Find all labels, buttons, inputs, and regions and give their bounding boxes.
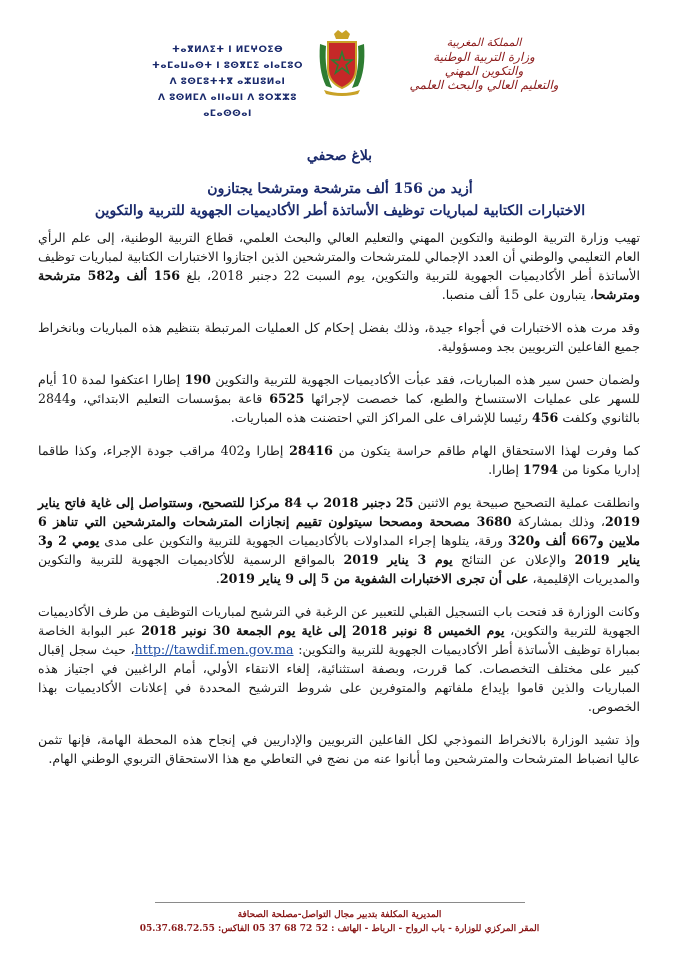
footer bbox=[0, 908, 679, 936]
p5-bold-1: 25 دجنبر 2018 ب 84 مركزا للتصحيح، وستتواصل إلى غاية فاتح يناير 2019 bbox=[38, 495, 640, 529]
p5-text-k: . bbox=[215, 571, 220, 586]
tifinagh-line-1: ⵜⴰⴳⵍⴷⵉⵜ ⵏ ⵍⵎⵖⵔⵉⴱ bbox=[171, 45, 284, 55]
paragraph-3 bbox=[38, 370, 640, 427]
paragraph-6 bbox=[38, 602, 640, 716]
arabic-letterhead bbox=[384, 36, 584, 92]
arabic-line-4: والتعليم العالي والبحث العلمي bbox=[409, 78, 559, 92]
p5-bold-3: يومي 2 و3 يناير 2019 bbox=[38, 533, 640, 567]
tawdif-portal-link[interactable]: http://tawdif.men.gov.ma bbox=[134, 642, 294, 657]
arabic-line-2: وزارة التربية الوطنية bbox=[433, 50, 535, 64]
paragraph-1 bbox=[38, 228, 640, 304]
p4-text-e: إطارا. bbox=[488, 462, 524, 477]
royal-emblem-icon bbox=[312, 30, 372, 96]
p1-text-a: تهيب وزارة التربية الوطنية والتكوين المهني والتعليم العالي والبحث العلمي، قطاع التربية الوطنية، إلى علم الرأي العام التعليمي والوطني أن العدد الإجمالي للمترشحات والمترشحين الذين اجتازوا الاختبارات الكتابية لمباريات توظيف الأساتذة أطر الأكاديميات الجهوية للتربية والتكوين، يوم السبت 22 دجنبر 2018، بلغ bbox=[38, 230, 640, 283]
p6-text-c: عبر البوابة الخاصة بمباراة توظيف الأساتذة أطر الأكاديميات الجهوية للتربية والتكوين: bbox=[38, 623, 640, 657]
subtitle-line-2: الاختبارات الكتابية لمباريات توظيف الأساتذة أطر الأكاديميات الجهوية للتربية والتكوين bbox=[94, 203, 586, 219]
p3-text-a: ولضمان حسن سير هذه المباريات، فقد عبأت الأكاديميات الجهوية للتربية والتكوين bbox=[210, 372, 640, 387]
paragraph-4 bbox=[38, 441, 640, 479]
document-subtitle bbox=[40, 178, 640, 222]
p5-text-i: بالمواقع الرسمية للأكاديميات الجهوية للتربية والتكوين والمديريات الإقليمية، bbox=[38, 552, 640, 586]
p5-text-e: ورقة، يتلوها إجراء المداولات بالأكاديميات الجهوية للتربية والتكوين على مدى bbox=[99, 533, 508, 548]
p1-text-c: ، يتبارون على 15 ألف منصبا. bbox=[441, 287, 594, 302]
arabic-line-1: المملكة المغربية bbox=[446, 36, 522, 49]
p5-bold-4: يوم 3 يناير 2019 bbox=[343, 552, 453, 567]
p1-bold: 156 ألف و582 مترشحة ومترشحا bbox=[38, 268, 640, 302]
tifinagh-letterhead bbox=[140, 42, 315, 122]
footer-line-1: المديرية المكلفة بتدبير مجال التواصل-مصلحة الصحافة bbox=[237, 910, 442, 920]
p5-bold-2: 3680 مصححة ومصححا سيتولون تقييم إنجازات المترشحات والمترشحين التي تناهز 6 ملايين و667 ألف و320 bbox=[38, 514, 641, 548]
p3-text-c: إطارا اعتكفوا لمدة 10 أيام للسهر على عمليات الاستنساخ والطبع، كما خصصت لإجرائها bbox=[38, 372, 641, 406]
p4-text-c: إطارا و402 مراقب جودة الإجراء، وكذا طاقما إداريا مكونا من bbox=[38, 443, 640, 477]
p4-bold-2: 1794 bbox=[523, 462, 559, 477]
press-release-body bbox=[38, 228, 640, 782]
p3-bold-2: 6525 bbox=[269, 391, 305, 406]
p3-text-g: رئيسا للإشراف على المراكز التي احتضنت هذه المباريات. bbox=[230, 410, 533, 425]
p4-bold-1: 28416 bbox=[289, 443, 333, 458]
p5-text-g: والإعلان عن النتائج bbox=[452, 552, 575, 567]
p4-text-a: كما وفرت لهذا الاستحقاق الهام طاقم حراسة يتكون من bbox=[332, 443, 641, 458]
p6-text-a: وكانت الوزارة قد فتحت باب التسجيل القبلي للتعبير عن الرغبة في الترشيح لمباريات التوظيف من طرف الأكاديميات الجهوية للتربية والتكوين، bbox=[38, 604, 641, 638]
letterhead bbox=[0, 30, 679, 119]
tifinagh-line-3: ⴷ ⵓⵙⵎⵓⵜⵜⴳ ⴰⵣⵡⵓⵍⴰⵏ bbox=[169, 77, 286, 87]
p5-bold-5: على أن تجرى الاختبارات الشفوية من 5 إلى 9 يناير 2019 bbox=[219, 571, 529, 586]
paragraph-2: وقد مرت هذه الاختبارات في أجواء جيدة، وذلك بفضل إحكام كل العمليات المرتبطة بتنظيم هذه المباريات وبانخراط جميع الفاعلين التربويين بجد ومسؤولية. bbox=[38, 320, 640, 354]
p6-text-d: ، حيث سجل إقبال كبير على مختلف التخصصات. كما قررت، وبصفة استثنائية، إلغاء الانتقاء الأولي، أمام الراغبين في اجتياز هذه المباريات والذين قاموا بإيداع ملفاتهم والمتوفرين على شروط الترشيح المحددة في إعلانات الأكاديميات بهذا الخصوص. bbox=[38, 642, 640, 714]
subtitle-line-1: أزيد من 156 ألف مترشحة ومترشحا يجتازون bbox=[207, 181, 473, 197]
p5-text-a: وانطلقت عملية التصحيح صبيحة يوم الاثنين bbox=[413, 495, 640, 510]
tifinagh-line-4: ⴷ ⵓⵙⵍⵎⴷ ⴰⵏⵏⴰⵡⵏ ⴷ ⵓⵔⵣⵣⵓ ⴰⵎⴰⵙⵙⴰⵏ bbox=[157, 93, 298, 119]
p3-bold-1: 190 bbox=[184, 372, 211, 387]
p6-bold: يوم الخميس 8 نونبر 2018 إلى غاية يوم الجمعة 30 نونبر 2018 bbox=[141, 623, 505, 638]
paragraph-7: وإذ تشيد الوزارة بالانخراط النموذجي لكل الفاعلين التربويين والإداريين في إنجاح هذه المحطة الهامة، فإنها تثمن عاليا انضباط المترشحات والمترشحين وما أبانوا عنه من نضج في التعاطي مع هذا الاستحقاق التربوي الوطني الهام. bbox=[38, 732, 640, 766]
p3-text-e: قاعة بمؤسسات التعليم الابتدائي، و2844 بالثانوي وكلفت bbox=[38, 391, 640, 425]
footer-line-2: المقر المركزي للوزارة - باب الرواح - الرباط - الهاتف : 52 72 68 37 05 الفاكس: 05.37.68.72.55 bbox=[139, 924, 540, 934]
paragraph-5 bbox=[38, 493, 640, 588]
p5-text-c: ، وذلك بمشاركة bbox=[511, 514, 605, 529]
tifinagh-line-2: ⵜⴰⵎⴰⵡⴰⵙⵜ ⵏ ⵓⵙⴳⵎⵉ ⴰⵏⴰⵎⵓⵔ bbox=[152, 61, 303, 71]
footer-divider bbox=[155, 902, 525, 903]
arabic-line-3: والتكوين المهني bbox=[444, 64, 524, 78]
document-title: بلاغ صحفي bbox=[306, 148, 373, 164]
p3-bold-3: 456 bbox=[532, 410, 559, 425]
